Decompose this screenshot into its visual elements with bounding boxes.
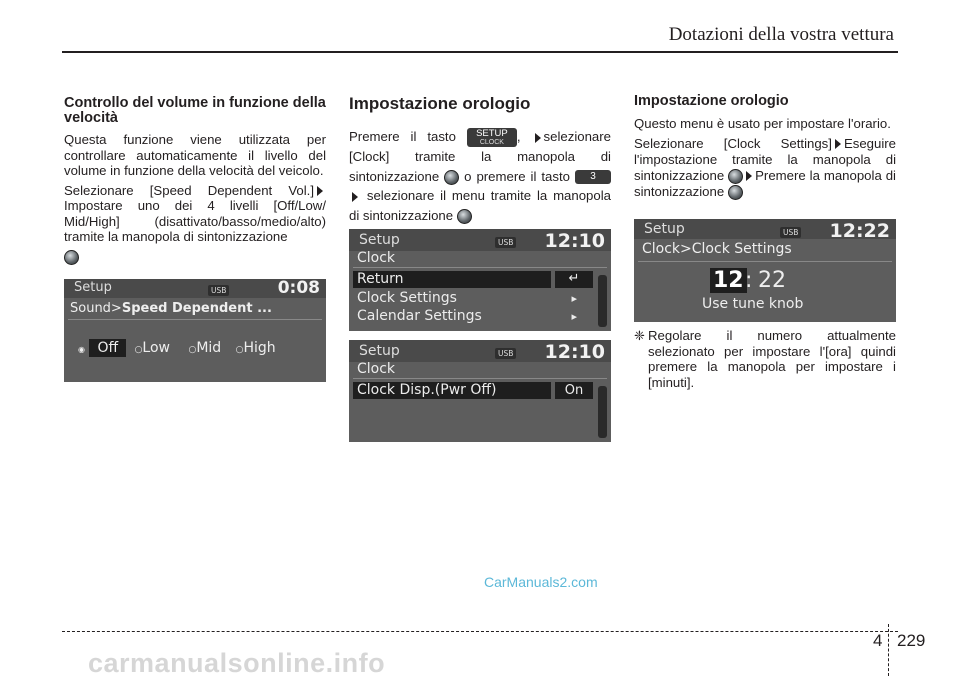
screen-title: Setup: [644, 221, 685, 237]
para-clock-menu: Questo menu è usato per impostare l'orario.: [634, 116, 891, 131]
option-low[interactable]: Low: [142, 340, 170, 356]
arrow-right-icon: [835, 139, 841, 149]
arrow-right-icon: [535, 133, 541, 143]
usb-badge: USB: [495, 237, 516, 248]
screen-clock-display: [349, 340, 611, 442]
menu-row-clock: Clock: [357, 361, 396, 377]
chevron-right-icon: ▸: [571, 292, 577, 305]
screen-path: Clock>Clock Settings: [642, 241, 792, 257]
note-mark-icon: ❈: [634, 328, 646, 343]
column-clock-settings: [634, 94, 896, 204]
option-row: ◉ Off ○Low ○Mid ○High: [78, 340, 276, 356]
screen-path: Sound>Speed Dependent ...: [70, 301, 272, 316]
chapter-number: 4: [873, 631, 883, 650]
screen-title: Setup: [359, 343, 400, 359]
arrow-right-icon: [317, 186, 323, 196]
hint-text: Use tune knob: [702, 296, 804, 312]
tune-knob-icon: [64, 250, 79, 265]
menu-row-clock-disp[interactable]: Clock Disp.(Pwr Off): [353, 382, 551, 399]
clock-time: 12:10: [544, 341, 605, 363]
tune-knob-icon: [728, 169, 743, 184]
chevron-right-icon: ▸: [571, 310, 577, 323]
footer-rule: [62, 631, 898, 632]
menu-row-clock-settings[interactable]: Clock Settings ▸: [357, 290, 577, 306]
header-rule: [62, 51, 898, 53]
button-3-icon: 3: [575, 170, 611, 184]
page-number: 229: [897, 631, 926, 650]
tune-knob-icon: [457, 209, 472, 224]
value-on[interactable]: On: [555, 382, 593, 399]
option-off[interactable]: Off: [89, 339, 126, 357]
usb-badge: USB: [208, 285, 229, 296]
option-mid[interactable]: Mid: [196, 340, 222, 356]
arrow-right-icon: [746, 171, 752, 181]
column-clock-setup: [349, 94, 611, 229]
scrollbar[interactable]: [598, 275, 607, 327]
screen-clock-menu: [349, 229, 611, 331]
setup-clock-button-icon: SETUP CLOCK: [467, 128, 517, 147]
tune-knob-icon: [444, 170, 459, 185]
usb-badge: USB: [780, 227, 801, 238]
heading-speed-volume: Controllo del volume in funzione della velocità: [64, 95, 326, 126]
para-clock-steps: Premere il tasto SETUP CLOCK , selezionare [Clock] tramite la manopola di sintonizzazione o premere il tasto 3 selezionare il menu tramite la manopola di sintonizzazione: [349, 128, 611, 223]
screen-clock-settings: [634, 219, 896, 322]
note-text: Regolare il numero attualmente selezionato per impostare l'[ora] quindi premere la manopola per impostare i [minuti].: [648, 328, 896, 390]
time-colon: :: [745, 268, 753, 293]
para-speed-intro: Questa funzione viene utilizzata per controllare automaticamente il livello del volume in funzione della velocità del veicolo.: [64, 132, 326, 178]
screen-title: Setup: [359, 232, 400, 248]
clock-time: 12:10: [544, 230, 605, 252]
menu-row-return[interactable]: Return: [353, 271, 551, 288]
clock-time: 12:22: [829, 220, 890, 242]
watermark: CarManuals2.com: [484, 574, 598, 590]
menu-row-clock: Clock: [357, 250, 396, 266]
column-speed-volume: [64, 96, 326, 265]
tune-knob-icon: [728, 185, 743, 200]
note: [634, 328, 896, 394]
heading-clock-setup: Impostazione orologio: [349, 94, 531, 113]
para-clock-settings-steps: Selezionare [Clock Settings] Eseguire l'impostazione tramite la manopola di sintonizzazione Premere la manopola di sintonizzazione: [634, 135, 896, 199]
return-icon[interactable]: ↵: [555, 271, 593, 288]
usb-badge: USB: [495, 348, 516, 359]
hour-field[interactable]: 12: [710, 268, 747, 293]
bottom-watermark: carmanualsonline.info: [88, 648, 386, 678]
screen-title: Setup: [74, 280, 112, 295]
footer-divider: [888, 624, 889, 676]
minutes-field[interactable]: 22: [758, 268, 786, 293]
para-speed-steps: Selezionare [Speed Dependent Vol.]Impostare uno dei 4 livelli [Off/Low/ Mid/High] (disattivato/basso/medio/alto) tramite la manopola di sintonizzazione: [64, 182, 326, 244]
clock-time: 0:08: [277, 279, 320, 298]
arrow-right-icon: [352, 192, 358, 202]
scrollbar[interactable]: [598, 386, 607, 438]
screen-speed-dependent: [64, 279, 326, 382]
option-high[interactable]: High: [243, 340, 276, 356]
menu-row-calendar-settings[interactable]: Calendar Settings ▸: [357, 308, 577, 324]
header-title: Dotazioni della vostra vettura: [668, 24, 894, 45]
heading-clock-settings: Impostazione orologio: [634, 93, 789, 109]
